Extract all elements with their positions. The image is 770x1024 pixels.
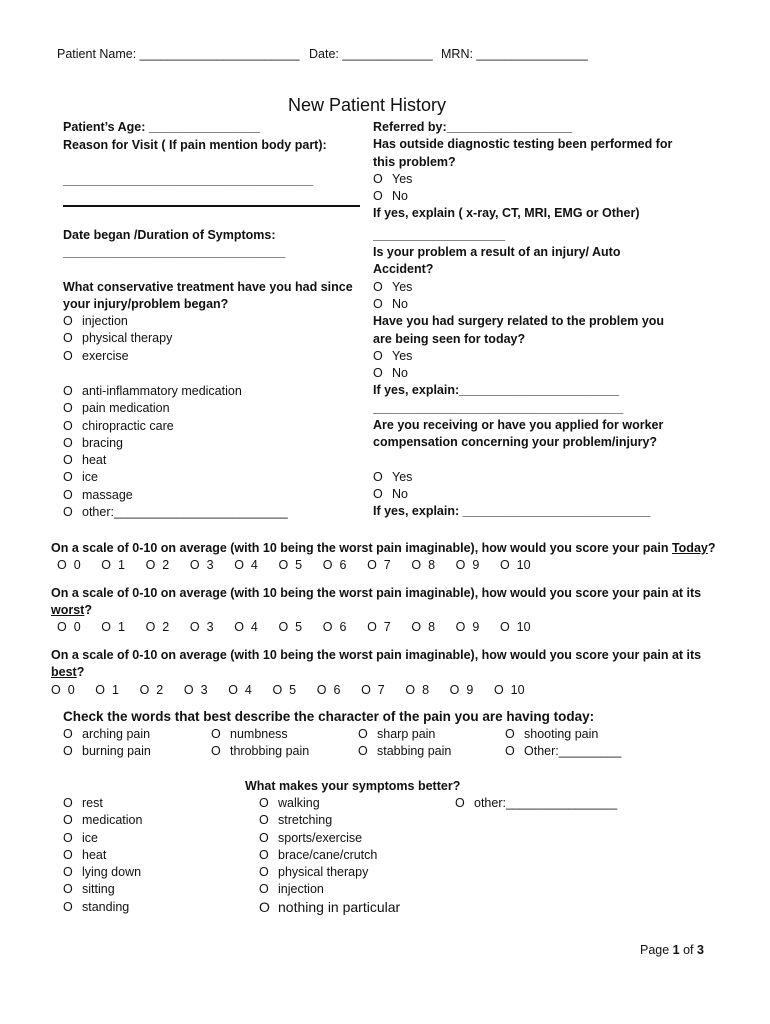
radio-circle[interactable]: O xyxy=(63,331,73,346)
scale-option[interactable]: O 6 xyxy=(322,558,347,572)
scale-option[interactable]: O 8 xyxy=(411,558,436,572)
header-mrn: MRN: ________________ xyxy=(441,47,588,61)
divider-line xyxy=(63,205,360,207)
radio-circle[interactable]: O xyxy=(211,727,221,741)
radio-circle[interactable]: O xyxy=(63,847,73,862)
radio-circle[interactable]: O xyxy=(259,796,269,810)
radio-circle[interactable]: O xyxy=(63,487,73,502)
radio-circle[interactable]: O xyxy=(373,366,383,381)
scale-option[interactable]: O 8 xyxy=(411,620,436,634)
pain-today-question: On a scale of 0-10 on average (with 10 being the worst pain imaginable), how would you score your pain Today? xyxy=(51,541,716,555)
radio-circle[interactable]: O xyxy=(63,314,73,328)
header-date: Date: _____________ xyxy=(309,47,433,61)
radio-circle[interactable]: O xyxy=(63,470,73,485)
scale-option[interactable]: O 2 xyxy=(145,558,170,572)
date-blank: ________________________________ xyxy=(63,245,286,259)
injury-question: Accident? xyxy=(373,262,434,277)
testing-explain: If yes, explain ( x-ray, CT, MRI, EMG or Other) xyxy=(373,206,640,221)
better-col-3 xyxy=(455,795,617,812)
character-col-2 xyxy=(211,726,309,761)
testing-no[interactable]: O No xyxy=(373,188,672,205)
scale-option[interactable]: O 5 xyxy=(278,620,303,634)
surgery-yes[interactable]: O Yes xyxy=(373,348,672,365)
radio-circle[interactable]: O xyxy=(63,727,73,741)
radio-circle[interactable]: O xyxy=(259,865,269,880)
treatment-option[interactable]: O physical therapy xyxy=(63,330,172,347)
better-option[interactable]: O physical therapy xyxy=(259,864,400,881)
treatment-option[interactable]: O bracing xyxy=(63,435,288,452)
patient-age: Patient’s Age: ________________ xyxy=(63,120,261,134)
radio-circle[interactable]: O xyxy=(259,813,269,828)
pain-best-scale xyxy=(51,682,538,699)
scale-option[interactable]: O 4 xyxy=(234,620,258,634)
radio-circle[interactable]: O xyxy=(373,469,383,484)
scale-option[interactable]: O 9 xyxy=(449,683,474,697)
radio-circle[interactable]: O xyxy=(358,727,368,741)
testing-yes[interactable]: O Yes xyxy=(373,171,672,188)
radio-circle[interactable]: O xyxy=(373,171,383,186)
scale-option[interactable]: O 10 xyxy=(499,558,531,572)
scale-option[interactable]: O 2 xyxy=(145,620,170,634)
treatment-option[interactable]: O chiropractic care xyxy=(63,418,288,435)
better-option[interactable]: O heat xyxy=(63,847,142,864)
radio-circle[interactable]: O xyxy=(259,847,269,862)
surgery-question: are being seen for today? xyxy=(373,331,526,346)
comp-question: Are you receiving or have you applied for worker xyxy=(373,418,664,433)
treatment-option[interactable]: O ice xyxy=(63,469,288,486)
scale-option[interactable]: O 5 xyxy=(272,683,297,697)
radio-circle[interactable]: O xyxy=(63,796,73,810)
scale-option[interactable]: O 4 xyxy=(228,683,252,697)
surgery-question: Have you had surgery related to the problem you xyxy=(373,314,665,329)
character-option[interactable]: O Other:_________ xyxy=(505,743,621,760)
reason-for-visit: Reason for Visit ( If pain mention body part): xyxy=(63,138,327,152)
better-option[interactable]: O sports/exercise xyxy=(259,830,400,847)
character-option[interactable]: O numbness xyxy=(211,726,309,743)
scale-option[interactable]: O 6 xyxy=(316,683,341,697)
comp-yes[interactable]: O Yes xyxy=(373,469,672,486)
better-option[interactable]: O injection xyxy=(259,881,400,898)
comp-question: compensation concerning your problem/injury? xyxy=(373,435,658,450)
surgery-no[interactable]: O No xyxy=(373,365,672,382)
scale-option[interactable]: O 7 xyxy=(367,620,391,634)
surgery-blank: ____________________________________ xyxy=(373,400,624,415)
scale-option[interactable]: O 8 xyxy=(405,683,430,697)
character-heading: Check the words that best describe the character of the pain you are having today: xyxy=(63,709,595,724)
pain-worst-scale xyxy=(57,619,544,636)
radio-circle[interactable]: O xyxy=(259,898,270,915)
testing-blank: ___________________ xyxy=(373,227,506,242)
injury-question: Is your problem a result of an injury/ Auto xyxy=(373,245,621,260)
better-option[interactable]: O sitting xyxy=(63,881,142,898)
radio-circle[interactable]: O xyxy=(505,727,515,741)
better-option[interactable]: O stretching xyxy=(259,812,400,829)
radio-circle[interactable]: O xyxy=(259,882,269,897)
treatment-option[interactable]: O pain medication xyxy=(63,400,288,417)
pain-best-question-2: best? xyxy=(51,665,85,679)
better-col-2 xyxy=(259,795,400,916)
radio-circle[interactable]: O xyxy=(63,830,73,845)
page-title: New Patient History xyxy=(288,95,447,115)
radio-circle[interactable]: O xyxy=(63,882,73,897)
better-option[interactable]: O walking xyxy=(259,795,400,812)
injury-yes[interactable]: O Yes xyxy=(373,279,672,296)
radio-circle[interactable]: O xyxy=(455,796,465,810)
radio-circle[interactable]: O xyxy=(63,384,73,398)
scale-option[interactable]: O 5 xyxy=(278,558,303,572)
comp-explain: If yes, explain: ___________________________ xyxy=(373,504,651,519)
scale-option[interactable]: O 0 xyxy=(57,558,81,572)
radio-circle[interactable]: O xyxy=(63,813,73,828)
scale-option[interactable]: O 4 xyxy=(234,558,258,572)
character-option[interactable]: O burning pain xyxy=(63,743,151,760)
radio-circle[interactable]: O xyxy=(63,865,73,880)
radio-circle[interactable]: O xyxy=(63,453,73,468)
better-option[interactable]: O lying down xyxy=(63,864,142,881)
treatment-question-2: your injury/problem began? xyxy=(63,297,229,311)
radio-circle[interactable]: O xyxy=(211,744,221,759)
scale-option[interactable]: O 7 xyxy=(361,683,385,697)
pain-today-scale xyxy=(57,557,544,574)
pain-worst-question: On a scale of 0-10 on average (with 10 being the worst pain imaginable), how would you score your pain at its xyxy=(51,586,702,600)
character-col-4 xyxy=(505,726,621,761)
treatment-option[interactable]: O massage xyxy=(63,487,288,504)
header-patient-name: Patient Name: _______________________ xyxy=(57,47,300,61)
treatment-option[interactable]: O injection xyxy=(63,313,172,330)
radio-circle[interactable]: O xyxy=(373,296,383,311)
character-option[interactable]: O shooting pain xyxy=(505,726,621,743)
scale-option[interactable]: O 1 xyxy=(101,620,125,634)
scale-option[interactable]: O 0 xyxy=(57,620,81,634)
treatment-option[interactable]: O other:_________________________ xyxy=(63,504,288,521)
treatment-question-1: What conservative treatment have you had since xyxy=(63,280,353,294)
radio-circle[interactable]: O xyxy=(259,830,269,845)
better-option[interactable]: O nothing in particular xyxy=(259,898,401,915)
radio-circle[interactable]: O xyxy=(373,189,383,204)
character-option[interactable]: O sharp pain xyxy=(358,726,451,743)
better-option[interactable]: O ice xyxy=(63,830,142,847)
better-heading: What makes your symptoms better? xyxy=(245,779,461,793)
injury-no[interactable]: O No xyxy=(373,296,672,313)
referred-by: Referred by:__________________ xyxy=(373,120,572,134)
radio-circle[interactable]: O xyxy=(63,418,73,433)
scale-option[interactable]: O 3 xyxy=(183,683,208,697)
scale-option[interactable]: O 1 xyxy=(95,683,119,697)
scale-option[interactable]: O 3 xyxy=(189,558,214,572)
radio-circle[interactable]: O xyxy=(63,401,73,416)
date-began: Date began /Duration of Symptoms: xyxy=(63,228,276,242)
better-option[interactable]: O other:________________ xyxy=(455,795,617,812)
radio-circle[interactable]: O xyxy=(63,744,73,759)
scale-option[interactable]: O 1 xyxy=(101,558,125,572)
surgery-explain: If yes, explain:_______________________ xyxy=(373,383,620,398)
radio-circle[interactable]: O xyxy=(63,435,73,450)
pain-best-question: On a scale of 0-10 on average (with 10 being the worst pain imaginable), how would you score your pain at its xyxy=(51,648,702,662)
scale-option[interactable]: O 7 xyxy=(367,558,391,572)
scale-option[interactable]: O 10 xyxy=(499,620,531,634)
reason-blank: ____________________________________ xyxy=(63,173,314,187)
scale-option[interactable]: O 10 xyxy=(493,683,525,697)
page-number: Page 1 of 3 xyxy=(640,943,704,957)
radio-circle[interactable]: O xyxy=(358,744,368,759)
character-option[interactable]: O stabbing pain xyxy=(358,743,451,760)
better-option[interactable]: O rest xyxy=(63,795,142,812)
testing-question: Has outside diagnostic testing been performed for xyxy=(373,137,673,152)
better-col-1 xyxy=(63,795,142,916)
treatment-option[interactable]: O heat xyxy=(63,452,288,469)
scale-option[interactable]: O 3 xyxy=(189,620,214,634)
radio-circle[interactable]: O xyxy=(505,744,515,759)
radio-circle[interactable]: O xyxy=(63,899,73,914)
better-option[interactable]: O standing xyxy=(63,899,142,916)
radio-circle[interactable]: O xyxy=(63,505,73,520)
character-option[interactable]: O arching pain xyxy=(63,726,151,743)
character-option[interactable]: O throbbing pain xyxy=(211,743,309,760)
treatment-option[interactable]: O anti-inflammatory medication xyxy=(63,383,288,400)
better-option[interactable]: O medication xyxy=(63,812,142,829)
scale-option[interactable]: O 6 xyxy=(322,620,347,634)
radio-circle[interactable]: O xyxy=(373,348,383,363)
treatment-list-a xyxy=(63,313,172,365)
character-col-1 xyxy=(63,726,151,761)
treatment-list-b xyxy=(63,383,288,521)
treatment-option[interactable]: O exercise xyxy=(63,348,172,365)
scale-option[interactable]: O 9 xyxy=(455,620,480,634)
radio-circle[interactable]: O xyxy=(63,348,73,363)
better-option[interactable]: O brace/cane/crutch xyxy=(259,847,400,864)
radio-circle[interactable]: O xyxy=(373,486,383,501)
comp-no[interactable]: O No xyxy=(373,486,672,503)
testing-question: this problem? xyxy=(373,154,456,169)
scale-option[interactable]: O 2 xyxy=(139,683,164,697)
radio-circle[interactable]: O xyxy=(373,279,383,294)
scale-option[interactable]: O 9 xyxy=(455,558,480,572)
right-column xyxy=(373,119,672,521)
pain-worst-question-2: worst? xyxy=(51,603,92,617)
character-col-3 xyxy=(358,726,451,761)
scale-option[interactable]: O 0 xyxy=(51,683,75,697)
